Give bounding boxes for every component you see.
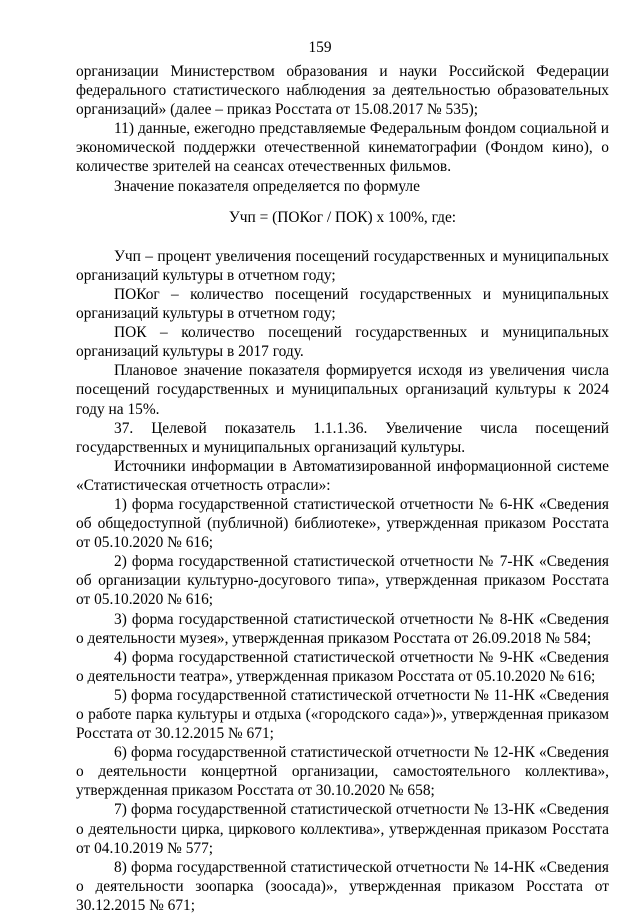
- list-item-form-6-nk: 1) форма государственной статистической отчетности № 6-НК «Сведения об общедоступной (публичной) библиотеке», утвержденная приказом Росстата от 05.10.2020 № 616;: [76, 495, 609, 552]
- paragraph-formula-intro: Значение показателя определяется по формуле: [114, 177, 420, 195]
- list-item-form-9-nk: 4) форма государственной статистической отчетности № 9-НК «Сведения о деятельности театра», утвержденная приказом Росстата от 05.10.2020 № 616;: [76, 648, 609, 685]
- paragraph-order-535: организации Министерством образования и науки Российской Федерации федерального статистического наблюдения за деятельностью образовательных организаций» (далее – приказ Росстата от 15.08.2017 № 535);: [76, 63, 609, 119]
- paragraph-def-pokog: ПОКог – количество посещений государственных и муниципальных организаций культуры в отчетном году;: [76, 285, 609, 323]
- document-body: [76, 62, 609, 915]
- paragraph-indicator-37: 37. Целевой показатель 1.1.1.36. Увеличение числа посещений государственных и муниципальных организаций культуры.: [76, 419, 609, 456]
- paragraph-def-pok: ПОК – количество посещений государственных и муниципальных организаций культуры в 2017 году.: [76, 324, 609, 361]
- list-item-form-11-nk: 5) форма государственной статистической отчетности № 11-НК «Сведения о работе парка культуры и отдыха («городского сада»)», утвержденная приказом Росстата от 30.12.2015 № 671;: [76, 686, 609, 743]
- paragraph-def-uchp: Учп – процент увеличения посещений государственных и муниципальных организаций культуры в отчетном году;: [76, 247, 609, 284]
- formula: Учп = (ПОКог / ПОК) х 100%, где:: [228, 208, 457, 226]
- page-number: 159: [308, 39, 332, 56]
- list-item-form-14-nk: 8) форма государственной статистической отчетности № 14-НК «Сведения о деятельности зоопарка (зоосада)», утвержденная приказом Росстата от 30.12.2015 № 671;: [76, 858, 609, 914]
- list-item-form-12-nk: 6) форма государственной статистической отчетности № 12-НК «Сведения о деятельности концертной организации, самостоятельного коллектива», утвержденная приказом Росстата от 30.10.2020 № 658;: [76, 744, 609, 800]
- list-item-form-13-nk: 7) форма государственной статистической отчетности № 13-НК «Сведения о деятельности цирка, циркового коллектива», утвержденная приказом Росстата от 04.10.2019 № 577;: [76, 801, 609, 857]
- list-item-form-7-nk: 2) форма государственной статистической отчетности № 7-НК «Сведения об организации культурно-досугового типа», утвержденная приказом Росстата от 05.10.2020 № 616;: [76, 553, 609, 609]
- paragraph-planned-value: Плановое значение показателя формируется исходя из увеличения числа посещений государственных и муниципальных организаций культуры к 2024 году на 15%.: [76, 362, 609, 418]
- list-item-form-8-nk: 3) форма государственной статистической отчетности № 8-НК «Сведения о деятельности музея», утвержденная приказом Росстата от 26.09.2018 № 584;: [76, 610, 609, 647]
- paragraph-sources: Источники информации в Автоматизированной информационной системе «Статистическая отчетность отрасли»:: [76, 457, 609, 494]
- paragraph-item-11-fond-kino: 11) данные, ежегодно представляемые Федеральным фондом социальной и экономической поддержки отечественной кинематографии (Фондом кино), о количестве зрителей на сеансах отечественных фильмов.: [76, 120, 609, 176]
